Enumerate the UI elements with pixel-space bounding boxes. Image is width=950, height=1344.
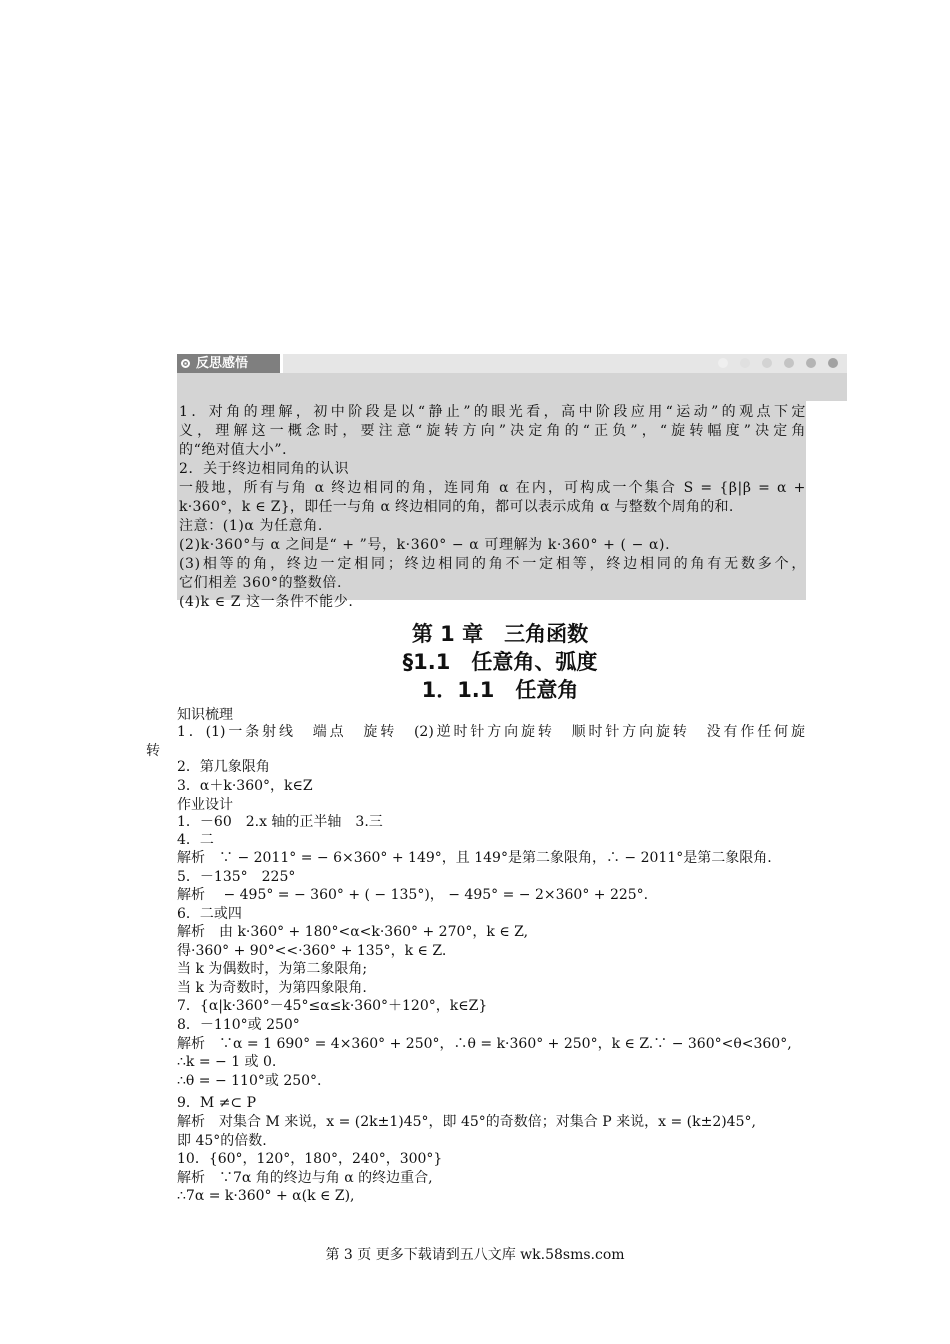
answer-line: 8．－110°或 250° (177, 1017, 300, 1033)
subsection-title: 1．1.1 任意角 (421, 678, 579, 702)
analysis-line: ∴k = − 1 或 0. (177, 1054, 277, 1070)
decor-dot-icon (784, 358, 794, 368)
decor-dot-icon (718, 358, 728, 368)
answer-line: 10．{60°，120°，180°，240°，300°} (177, 1151, 443, 1167)
knowledge-item: 3．α＋k·360°，k∈Z (177, 778, 313, 794)
reflection-line: 注意：(1)α 为任意角. (179, 518, 323, 534)
reflection-line: 一般地，所有与角 α 终边相同的角，连同角 α 在内，可构成一个集合 S = {β|β = α + (179, 480, 806, 496)
answer-line: 1．－60 2.x 轴的正半轴 3.三 (177, 814, 383, 830)
knowledge-item: 2．第几象限角 (177, 759, 270, 775)
reflection-line: (2)k·360°与 α 之间是“ + ”号，k·360° − α 可理解为 k·360° + ( − α). (179, 537, 671, 553)
analysis-line: 解析 − 495° = − 360° + ( − 135°)， − 495° = − 2×360° + 225°. (177, 887, 649, 903)
analysis-line: 当 k 为偶数时，为第二象限角; (177, 961, 368, 977)
reflection-line: 2．关于终边相同角的认识 (179, 461, 350, 477)
decor-dot-icon (762, 358, 772, 368)
decor-dot-icon (740, 358, 750, 368)
reflection-line: 它们相差 360°的整数倍. (179, 575, 343, 591)
bullet-circle-icon (181, 359, 190, 368)
reflection-line: (3)相等的角，终边一定相同；终边相同的角不一定相等，终边相同的角有无数多个， (179, 556, 806, 572)
analysis-line: 解析 ∵α = 1 690° = 4×360° + 250°，∴θ = k·360° + 250°，k ∈ Z.∵ − 360°<θ<360°, (177, 1036, 792, 1052)
reflection-line: 1．对角的理解，初中阶段是以“静止”的眼光看，高中阶段应用“运动”的观点下定 (179, 404, 806, 420)
homework-heading: 作业设计 (177, 797, 233, 813)
analysis-line: 解析 对集合 M 来说，x = (2k±1)45°，即 45°的奇数倍；对集合 P 来说，x = (k±2)45°, (177, 1114, 756, 1130)
analysis-line: 解析 ∵7α 角的终边与角 α 的终边重合, (177, 1170, 433, 1186)
answer-line: 4．二 (177, 832, 214, 848)
page-footer: 第 3 页 更多下载请到五八文库 wk.58sms.com (325, 1247, 625, 1263)
analysis-line: 解析 由 k·360° + 180°<α<k·360° + 270°，k ∈ Z, (177, 924, 529, 940)
decor-dot-icon (806, 358, 816, 368)
reflection-strip (177, 373, 847, 401)
knowledge-heading: 知识梳理 (177, 707, 233, 723)
answer-line: 5．－135° 225° (177, 869, 296, 885)
answer-line: 6．二或四 (177, 906, 242, 922)
analysis-line: 解析 ∵ − 2011° = − 6×360° + 149°，且 149°是第二象限角，∴ − 2011°是第二象限角. (177, 850, 772, 866)
analysis-line: 即 45°的倍数. (177, 1133, 267, 1149)
analysis-line: 当 k 为奇数时，为第四象限角. (177, 980, 367, 996)
analysis-line: ∴θ = − 110°或 250°. (177, 1073, 322, 1089)
answer-line: 9．M ≠⊂ P (177, 1095, 257, 1111)
reflection-line: 义，理解这一概念时，要注意“旋转方向”决定角的“正负”，“旋转幅度”决定角 (179, 423, 806, 439)
reflection-tab (177, 354, 283, 373)
analysis-line: 得·360° + 90°<<·360° + 135°，k ∈ Z. (177, 943, 447, 959)
decor-dot-icon (828, 358, 838, 368)
knowledge-item: 1．(1)一条射线 端点 旋转 (2)逆时针方向旋转 顺时针方向旋转 没有作任何旋 (177, 724, 805, 740)
reflection-line: 的“绝对值大小”． (179, 442, 297, 458)
section-title: §1.1 任意角、弧度 (402, 650, 598, 674)
knowledge-item-cont: 转 (146, 743, 160, 759)
analysis-line: ∴7α = k·360° + α(k ∈ Z), (177, 1188, 355, 1204)
reflection-line: k·360°，k ∈ Z}，即任一与角 α 终边相同的角，都可以表示成角 α 与整数个周角的和. (179, 499, 734, 515)
chapter-title: 第 1 章 三角函数 (411, 622, 589, 646)
answer-line: 7．{α|k·360°－45°≤α≤k·360°＋120°，k∈Z} (177, 998, 488, 1014)
reflection-header: 反思感悟 (196, 356, 249, 371)
reflection-line: (4)k ∈ Z 这一条件不能少. (179, 594, 354, 610)
